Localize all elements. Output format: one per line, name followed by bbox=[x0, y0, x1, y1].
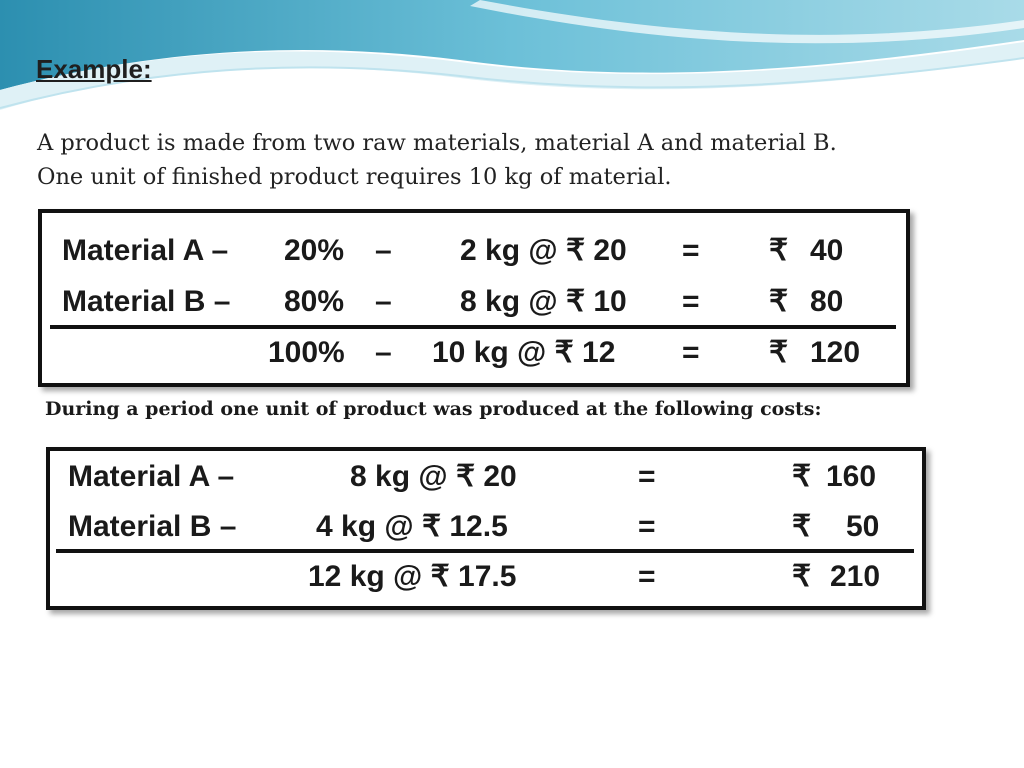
page-title: Example: bbox=[36, 54, 152, 84]
intro-paragraph bbox=[37, 126, 997, 194]
total-equals: = bbox=[682, 336, 700, 369]
actual-material-b-amount: 50 bbox=[846, 510, 880, 543]
material-b-currency: ₹ bbox=[769, 285, 789, 318]
material-b-amount: 80 bbox=[810, 285, 844, 318]
material-a-equals: = bbox=[682, 234, 700, 267]
total-qty-rate: 10 kg @ ₹ 12 bbox=[432, 336, 616, 369]
actual-material-b-label: Material B – bbox=[68, 510, 237, 543]
actual-cost-table bbox=[46, 447, 926, 610]
total-percent: 100% bbox=[268, 336, 345, 369]
actual-total-qty-rate: 12 kg @ ₹ 17.5 bbox=[308, 560, 517, 593]
actual-total-amount: 210 bbox=[830, 560, 881, 593]
actual-total-rule bbox=[56, 549, 914, 553]
material-b-label: Material B – bbox=[62, 285, 231, 318]
total-dash: – bbox=[375, 336, 392, 369]
actual-material-b-equals: = bbox=[638, 510, 656, 543]
actual-material-a-label: Material A – bbox=[68, 460, 235, 493]
actual-material-a-equals: = bbox=[638, 460, 656, 493]
total-currency: ₹ bbox=[769, 336, 789, 369]
intro-line-1: A product is made from two raw materials, material A and material B. bbox=[37, 130, 837, 156]
actual-material-b-qty-rate: 4 kg @ ₹ 12.5 bbox=[316, 510, 508, 543]
material-b-percent: 80% bbox=[284, 285, 345, 318]
total-amount: 120 bbox=[810, 336, 861, 369]
actual-material-a-qty-rate: 8 kg @ ₹ 20 bbox=[350, 460, 517, 493]
material-a-currency: ₹ bbox=[769, 234, 789, 267]
material-b-qty-rate: 8 kg @ ₹ 10 bbox=[460, 285, 627, 318]
actual-material-a-currency: ₹ bbox=[792, 460, 812, 493]
material-b-dash: – bbox=[375, 285, 392, 318]
header-wave-decoration bbox=[0, 0, 1024, 130]
material-b-equals: = bbox=[682, 285, 700, 318]
material-a-percent: 20% bbox=[284, 234, 345, 267]
total-rule bbox=[50, 325, 896, 329]
actual-total-equals: = bbox=[638, 560, 656, 593]
intro-line-2: One unit of finished product requires 10 kg of material. bbox=[37, 164, 672, 190]
period-note: During a period one unit of product was produced at the following costs: bbox=[45, 398, 822, 420]
actual-total-currency: ₹ bbox=[792, 560, 812, 593]
standard-cost-table bbox=[38, 209, 910, 387]
material-a-dash: – bbox=[375, 234, 392, 267]
material-a-qty-rate: 2 kg @ ₹ 20 bbox=[460, 234, 627, 267]
material-a-amount: 40 bbox=[810, 234, 844, 267]
actual-material-a-amount: 160 bbox=[826, 460, 877, 493]
actual-material-b-currency: ₹ bbox=[792, 510, 812, 543]
material-a-label: Material A – bbox=[62, 234, 229, 267]
